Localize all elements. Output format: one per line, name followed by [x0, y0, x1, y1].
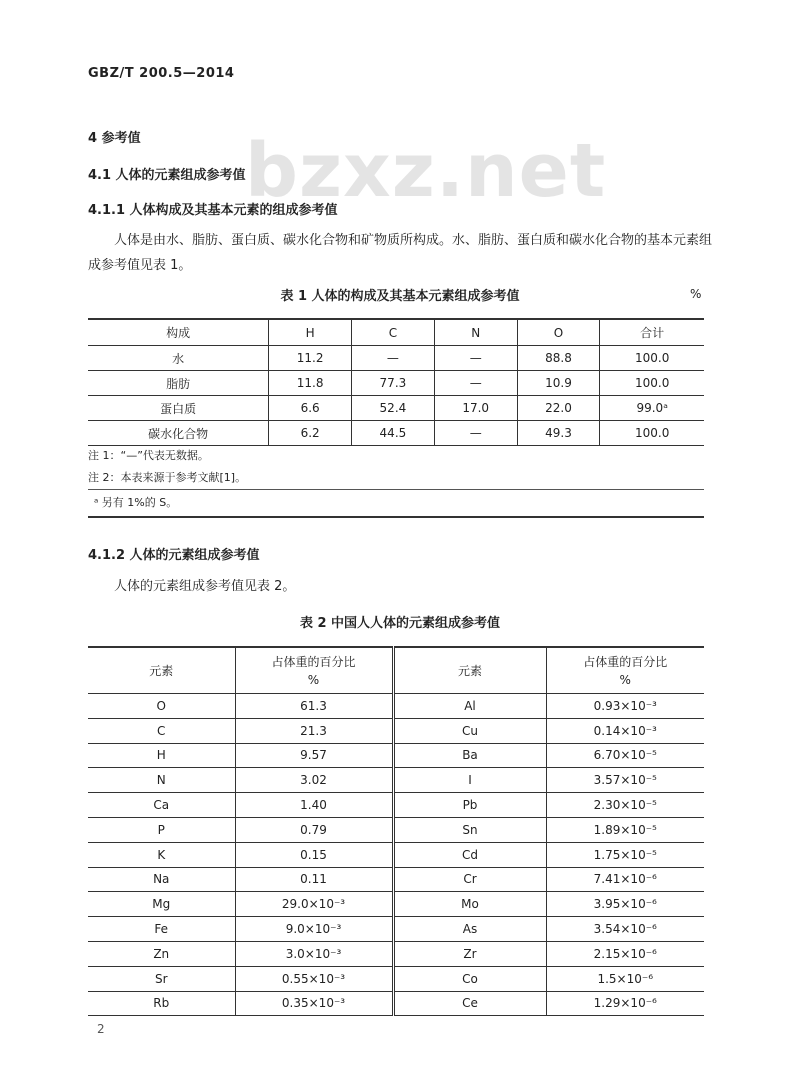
table-cell: Fe	[88, 917, 235, 942]
standard-code: GBZ/T 200.5—2014	[88, 66, 235, 81]
table-cell: 0.55×10⁻³	[235, 966, 393, 991]
table-1-note-2: 注 2：本表来源于参考文献[1]。	[88, 471, 247, 484]
table-cell: Cr	[393, 867, 546, 892]
table-cell: P	[88, 817, 235, 842]
table-cell: —	[434, 421, 517, 446]
table-cell: Na	[88, 867, 235, 892]
table-1-note-1: 注 1：“—”代表无数据。	[88, 449, 209, 462]
table-cell: 44.5	[352, 421, 435, 446]
table-cell: 6.2	[269, 421, 352, 446]
table-cell: 100.0	[600, 346, 704, 371]
table-cell: 脂肪	[88, 371, 269, 396]
table-cell: 21.3	[235, 718, 393, 743]
table-2-header-cell: 元素	[88, 647, 235, 694]
table-row	[88, 842, 704, 867]
table-2-caption: 表 2 中国人人体的元素组成参考值	[299, 616, 501, 631]
table-row	[88, 941, 704, 966]
table-cell: Ca	[88, 793, 235, 818]
table-row	[88, 371, 704, 396]
table-2-header-label: 占体重的百分比	[583, 654, 668, 669]
table-2-header-cell	[546, 647, 704, 694]
table-cell: 3.57×10⁻⁵	[546, 768, 704, 793]
table-cell: 1.75×10⁻⁵	[546, 842, 704, 867]
table-cell: 100.0	[600, 371, 704, 396]
table-cell: Zr	[393, 941, 546, 966]
table-2	[88, 646, 704, 1016]
table-cell: Mo	[393, 892, 546, 917]
table-1-unit: %	[690, 287, 702, 301]
table-row	[88, 743, 704, 768]
table-cell: 77.3	[352, 371, 435, 396]
table-cell: —	[352, 346, 435, 371]
section-4-heading: 4 参考值	[88, 131, 141, 146]
table-cell: 1.29×10⁻⁶	[546, 991, 704, 1016]
table-cell: As	[393, 917, 546, 942]
table-cell: 1.89×10⁻⁵	[546, 817, 704, 842]
table-cell: 11.2	[269, 346, 352, 371]
table-cell: 3.95×10⁻⁶	[546, 892, 704, 917]
table-cell: 碳水化合物	[88, 421, 269, 446]
table-cell: 22.0	[517, 396, 600, 421]
table-cell: H	[88, 743, 235, 768]
table-cell: 61.3	[235, 694, 393, 719]
table-1	[88, 318, 704, 446]
table-cell: 3.54×10⁻⁶	[546, 917, 704, 942]
table-cell: I	[393, 768, 546, 793]
table-cell: 2.15×10⁻⁶	[546, 941, 704, 966]
table-cell: O	[88, 694, 235, 719]
table-cell: 3.02	[235, 768, 393, 793]
table-cell: Ba	[393, 743, 546, 768]
table-1-caption: 表 1 人体的构成及其基本元素组成参考值	[280, 289, 520, 304]
paragraph-1: 人体是由水、脂肪、蛋白质、碳水化合物和矿物质所构成。水、脂肪、蛋白质和碳水化合物的基本元素组成参考值见表 1。	[88, 233, 713, 273]
table-cell: 49.3	[517, 421, 600, 446]
table-cell: 10.9	[517, 371, 600, 396]
table-row	[88, 867, 704, 892]
table-row	[88, 991, 704, 1016]
table-cell: Co	[393, 966, 546, 991]
page-number: 2	[97, 1022, 105, 1036]
table-2-header-cell: 元素	[393, 647, 546, 694]
section-4-1-heading: 4.1 人体的元素组成参考值	[88, 168, 246, 183]
table-cell: N	[88, 768, 235, 793]
table-2-header-cell	[235, 647, 393, 694]
table-cell: 52.4	[352, 396, 435, 421]
table-cell: 11.8	[269, 371, 352, 396]
table-1-header-cell: 构成	[88, 319, 269, 346]
table-cell: 0.15	[235, 842, 393, 867]
table-cell: C	[88, 718, 235, 743]
table-cell: 29.0×10⁻³	[235, 892, 393, 917]
table-cell: 6.6	[269, 396, 352, 421]
table-cell: Pb	[393, 793, 546, 818]
table-cell: 9.57	[235, 743, 393, 768]
table-row	[88, 917, 704, 942]
table-1-header-cell: 合计	[600, 319, 704, 346]
table-cell: Rb	[88, 991, 235, 1016]
table-row	[88, 892, 704, 917]
table-row	[88, 793, 704, 818]
table-cell: 9.0×10⁻³	[235, 917, 393, 942]
table-cell: 3.0×10⁻³	[235, 941, 393, 966]
table-cell: Zn	[88, 941, 235, 966]
table-row	[88, 396, 704, 421]
table-cell: Ce	[393, 991, 546, 1016]
table-cell: —	[434, 371, 517, 396]
table-row	[88, 966, 704, 991]
table-cell: 0.11	[235, 867, 393, 892]
table-cell: K	[88, 842, 235, 867]
table-cell: 水	[88, 346, 269, 371]
table-1-header-row	[88, 319, 704, 346]
table-cell: Sr	[88, 966, 235, 991]
table-2-header-row	[88, 647, 704, 694]
paragraph-2: 人体的元素组成参考值见表 2。	[114, 579, 296, 594]
table-1-header-cell: H	[269, 319, 352, 346]
table-cell: Cd	[393, 842, 546, 867]
table-cell: Mg	[88, 892, 235, 917]
table-cell: —	[434, 346, 517, 371]
table-1-header-cell: C	[352, 319, 435, 346]
table-cell: Cu	[393, 718, 546, 743]
table-2-header-unit: %	[307, 672, 320, 687]
table-2-header-unit: %	[619, 672, 631, 687]
table-row	[88, 718, 704, 743]
section-4-1-1-heading: 4.1.1 人体构成及其基本元素的组成参考值	[88, 203, 338, 218]
table-row	[88, 421, 704, 446]
table-cell: 0.35×10⁻³	[235, 991, 393, 1016]
table-cell: 99.0ᵃ	[600, 396, 704, 421]
table-1-footnote: ᵃ 另有 1%的 S。	[88, 489, 704, 518]
table-cell: 6.70×10⁻⁵	[546, 743, 704, 768]
table-cell: 100.0	[600, 421, 704, 446]
table-cell: 1.5×10⁻⁶	[546, 966, 704, 991]
table-1-notes	[88, 445, 704, 518]
table-cell: 1.40	[235, 793, 393, 818]
table-cell: 0.14×10⁻³	[546, 718, 704, 743]
table-1-header-cell: N	[434, 319, 517, 346]
table-row	[88, 694, 704, 719]
table-2-header-label: 占体重的百分比	[271, 654, 356, 669]
table-cell: 0.79	[235, 817, 393, 842]
table-cell: 2.30×10⁻⁵	[546, 793, 704, 818]
section-4-1-2-heading: 4.1.2 人体的元素组成参考值	[88, 548, 260, 563]
table-cell: 蛋白质	[88, 396, 269, 421]
table-cell: Sn	[393, 817, 546, 842]
table-1-header-cell: O	[517, 319, 600, 346]
table-cell: 17.0	[434, 396, 517, 421]
table-row	[88, 768, 704, 793]
table-cell: 88.8	[517, 346, 600, 371]
watermark: bzxz.net	[245, 128, 607, 214]
table-cell: 0.93×10⁻³	[546, 694, 704, 719]
table-cell: Al	[393, 694, 546, 719]
table-row	[88, 817, 704, 842]
table-row	[88, 346, 704, 371]
table-cell: 7.41×10⁻⁶	[546, 867, 704, 892]
